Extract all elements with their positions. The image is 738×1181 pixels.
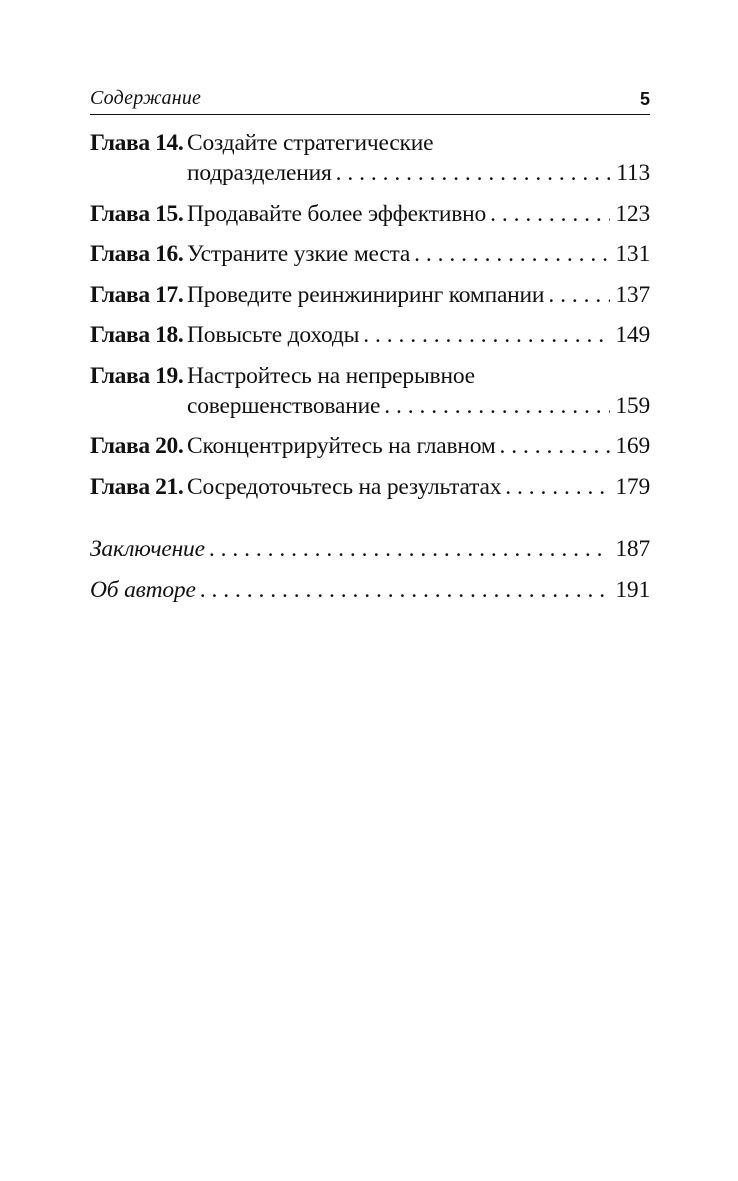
toc-entry-chapter-19 xyxy=(90,361,650,421)
chapter-page-number: 131 xyxy=(615,241,650,267)
chapter-title-line: Проведите реинжиниринг компании xyxy=(187,281,545,308)
chapter-label: Глава 18. xyxy=(90,322,184,348)
running-header xyxy=(90,86,650,115)
chapter-title-line: Сосредоточьтесь на результатах xyxy=(187,473,502,500)
chapter-label: Глава 14. xyxy=(90,130,184,156)
chapter-label: Глава 20. xyxy=(90,433,184,459)
toc-entry-conclusion xyxy=(90,534,650,564)
running-title: Содержание xyxy=(90,87,202,109)
dot-leader xyxy=(363,320,610,350)
backmatter-page-number: 191 xyxy=(615,576,650,603)
dot-leader xyxy=(384,391,610,421)
chapter-page-number: 123 xyxy=(615,200,650,227)
dot-leader xyxy=(505,472,610,502)
dot-leader xyxy=(336,158,610,188)
section-gap xyxy=(90,512,650,534)
chapter-page-number: 169 xyxy=(615,433,650,459)
backmatter-page-number: 187 xyxy=(615,536,650,562)
chapter-title-line: Сконцентрируйтесь на главном xyxy=(187,433,496,459)
table-of-contents xyxy=(90,128,650,615)
chapter-page-number: 179 xyxy=(615,473,650,500)
chapter-title-line: Продавайте более эффективно xyxy=(187,200,487,227)
chapter-title-line: совершенствование xyxy=(187,392,381,419)
page-number: 5 xyxy=(639,89,650,109)
chapter-title-line: подразделения xyxy=(187,160,332,186)
chapter-page-number: 159 xyxy=(615,392,650,419)
toc-entry-chapter-16 xyxy=(90,239,650,269)
dot-leader xyxy=(209,534,610,564)
toc-entry-about-author xyxy=(90,575,650,605)
chapter-label: Глава 15. xyxy=(90,200,184,227)
chapter-title-line: Настройтесь на непрерывное xyxy=(187,362,475,389)
chapter-title-line: Создайте стратегические xyxy=(187,130,434,156)
chapter-label: Глава 16. xyxy=(90,241,184,267)
backmatter-title: Заключение xyxy=(90,536,205,562)
chapter-title-line: Повысьте доходы xyxy=(187,322,360,348)
dot-leader xyxy=(500,431,611,461)
dot-leader xyxy=(548,280,610,310)
toc-entry-chapter-15 xyxy=(90,199,650,229)
toc-entry-chapter-18 xyxy=(90,320,650,350)
toc-entry-chapter-21 xyxy=(90,472,650,502)
chapter-page-number: 137 xyxy=(615,281,650,308)
chapter-label: Глава 21. xyxy=(90,473,184,500)
chapter-label: Глава 19. xyxy=(90,362,184,389)
chapter-title-line: Устраните узкие места xyxy=(187,241,411,267)
toc-entry-chapter-20 xyxy=(90,431,650,461)
dot-leader xyxy=(490,199,610,229)
toc-entry-chapter-17 xyxy=(90,280,650,310)
chapter-page-number: 149 xyxy=(615,322,650,348)
chapter-label: Глава 17. xyxy=(90,281,184,308)
dot-leader xyxy=(414,239,610,269)
dot-leader xyxy=(200,575,610,605)
chapter-page-number: 113 xyxy=(616,160,650,186)
toc-entry-chapter-14 xyxy=(90,128,650,188)
backmatter-title: Об авторе xyxy=(90,576,196,603)
